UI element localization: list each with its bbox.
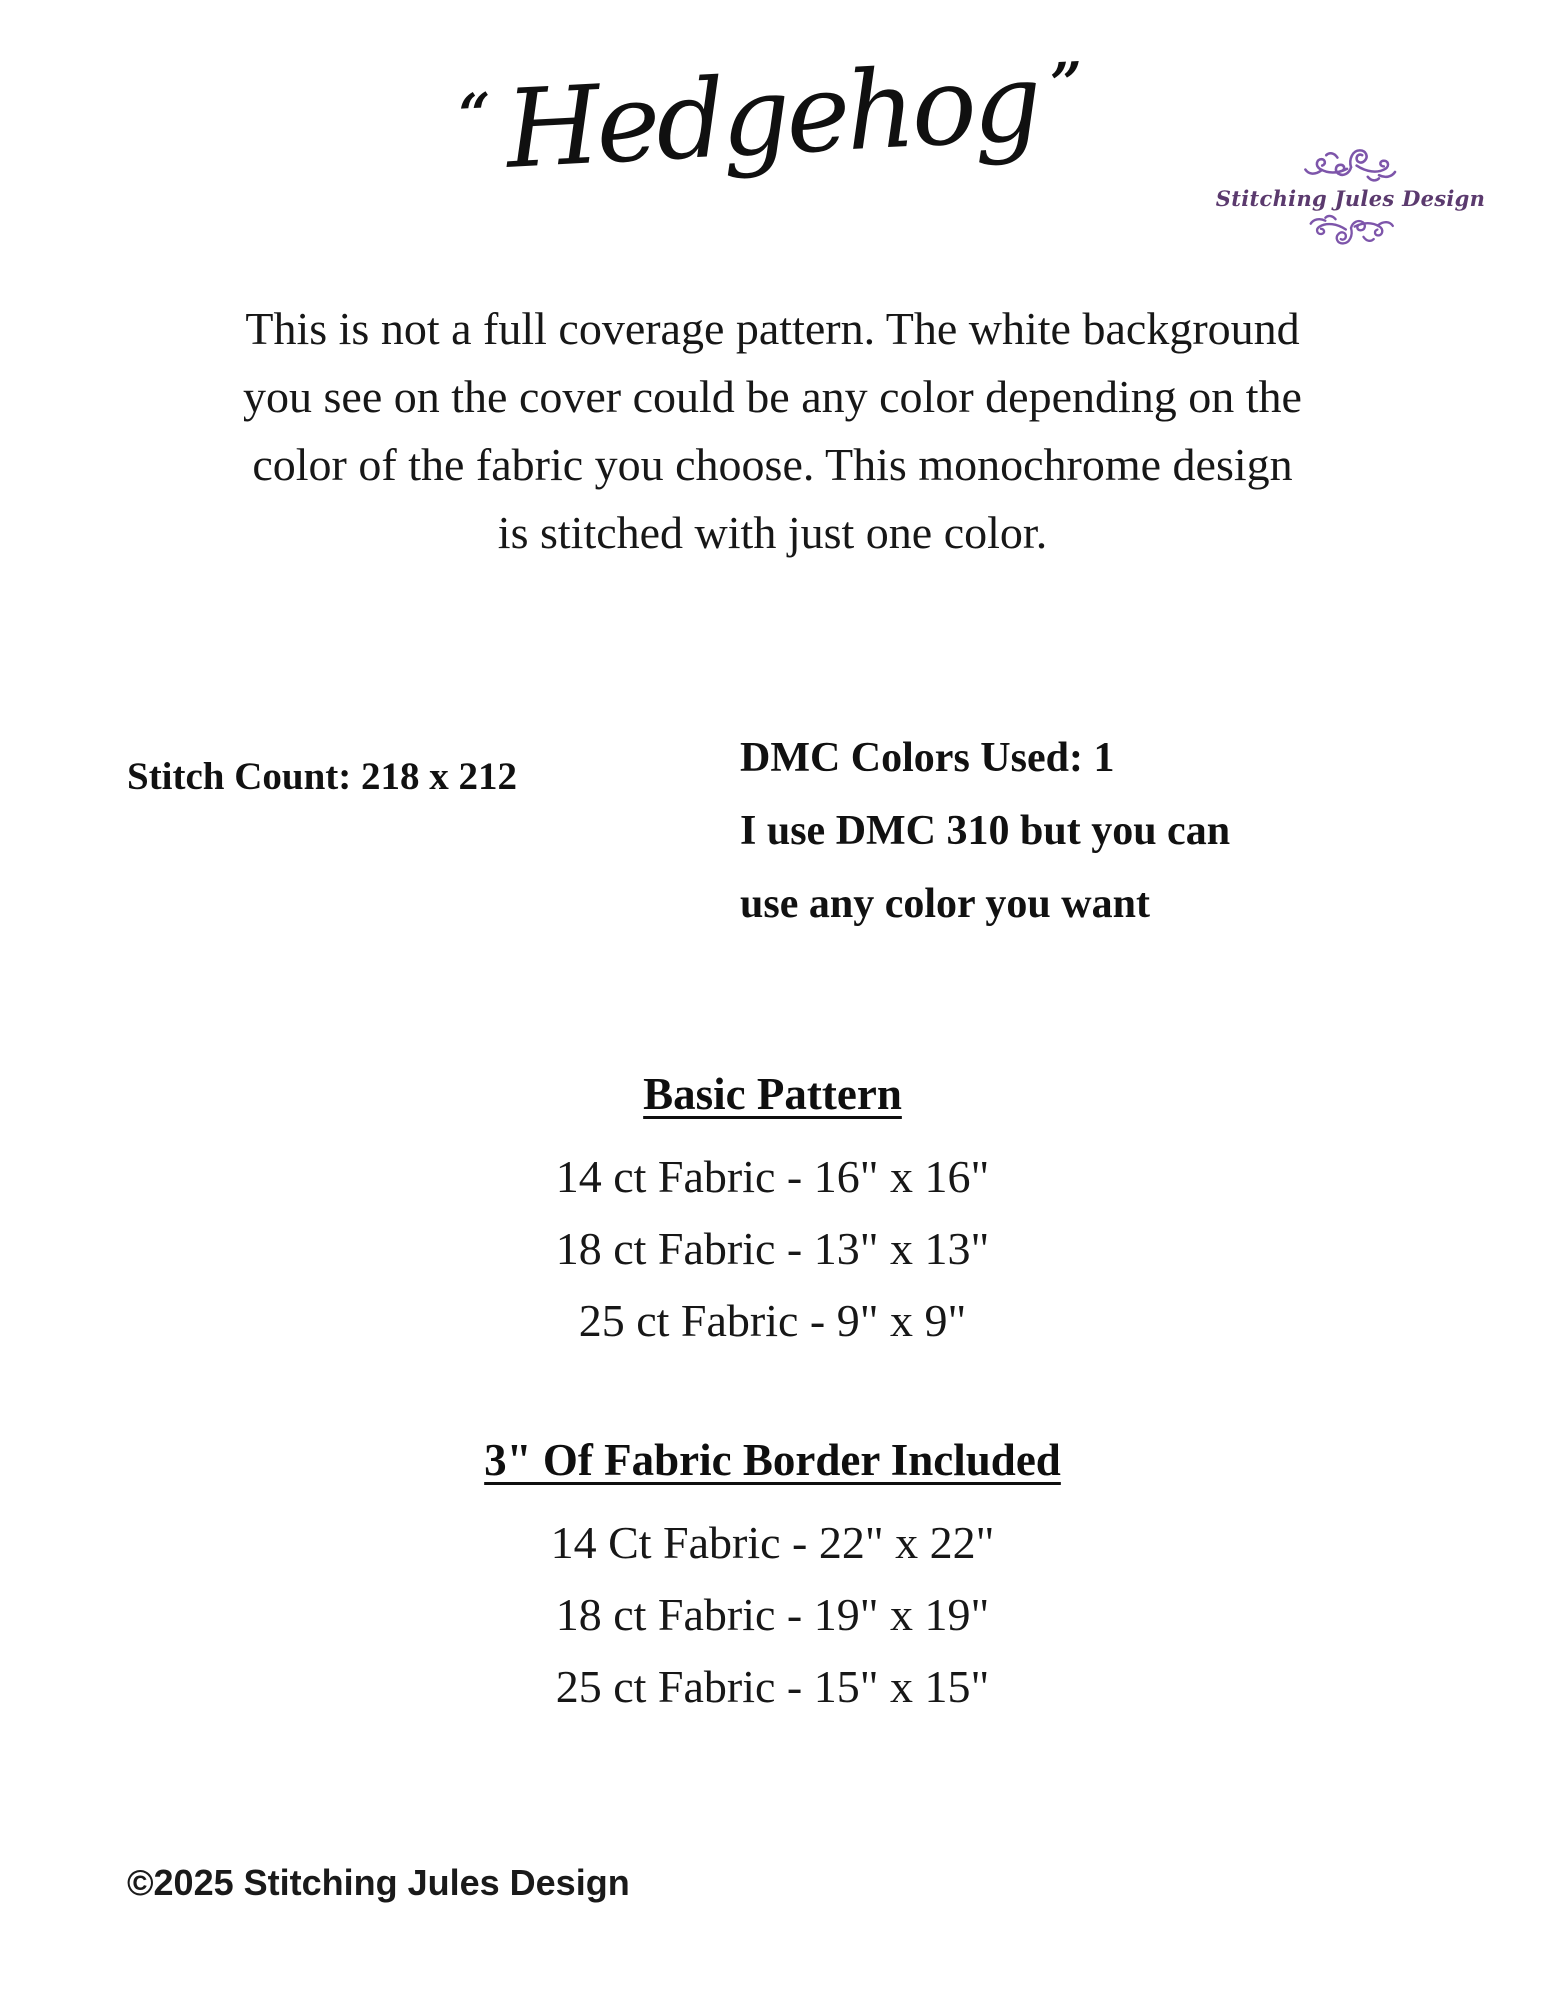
intro-line: is stitched with just one color. — [497, 507, 1048, 558]
fabric-size-line: 18 ct Fabric - 13" x 13" — [555, 1223, 990, 1274]
brand-logo-text: Stitching Jules Design — [1215, 186, 1486, 211]
dmc-line: DMC Colors Used: 1 — [740, 735, 1115, 781]
dmc-colors-info — [740, 722, 1230, 941]
fabric-size-line: 25 ct Fabric - 9" x 9" — [578, 1295, 967, 1346]
flourish-top-icon — [1299, 138, 1403, 190]
dmc-line: I use DMC 310 but you can — [740, 808, 1231, 854]
stitch-count: Stitch Count: 218 x 212 — [127, 755, 518, 798]
dmc-line: use any color you want — [740, 881, 1150, 927]
flourish-bottom-icon — [1299, 209, 1403, 253]
fabric-size-line: 14 Ct Fabric - 22" x 22" — [550, 1517, 995, 1568]
intro-paragraph — [70, 295, 1475, 567]
brand-logo — [1215, 138, 1486, 253]
intro-line: color of the fabric you choose. This monochrome design — [252, 439, 1293, 490]
fabric-size-line: 14 ct Fabric - 16" x 16" — [555, 1151, 990, 1202]
copyright-notice: ©2025 Stitching Jules Design — [127, 1862, 630, 1903]
fabric-size-line: 18 ct Fabric - 19" x 19" — [555, 1589, 990, 1640]
basic-pattern-section — [0, 1066, 1545, 1357]
fabric-size-line: 25 ct Fabric - 15" x 15" — [555, 1661, 990, 1712]
border-pattern-section — [0, 1432, 1545, 1723]
border-pattern-heading: 3" Of Fabric Border Included — [484, 1435, 1061, 1485]
intro-line: you see on the cover could be any color depending on the — [243, 371, 1302, 422]
basic-pattern-sizes — [0, 1141, 1545, 1357]
border-pattern-sizes — [0, 1507, 1545, 1723]
basic-pattern-heading: Basic Pattern — [643, 1069, 902, 1119]
title-close-quote: ” — [1049, 49, 1085, 118]
intro-line: This is not a full coverage pattern. The white background — [245, 303, 1300, 354]
title-text: Hedgehog — [503, 40, 1041, 193]
title-open-quote: “ — [457, 80, 494, 149]
